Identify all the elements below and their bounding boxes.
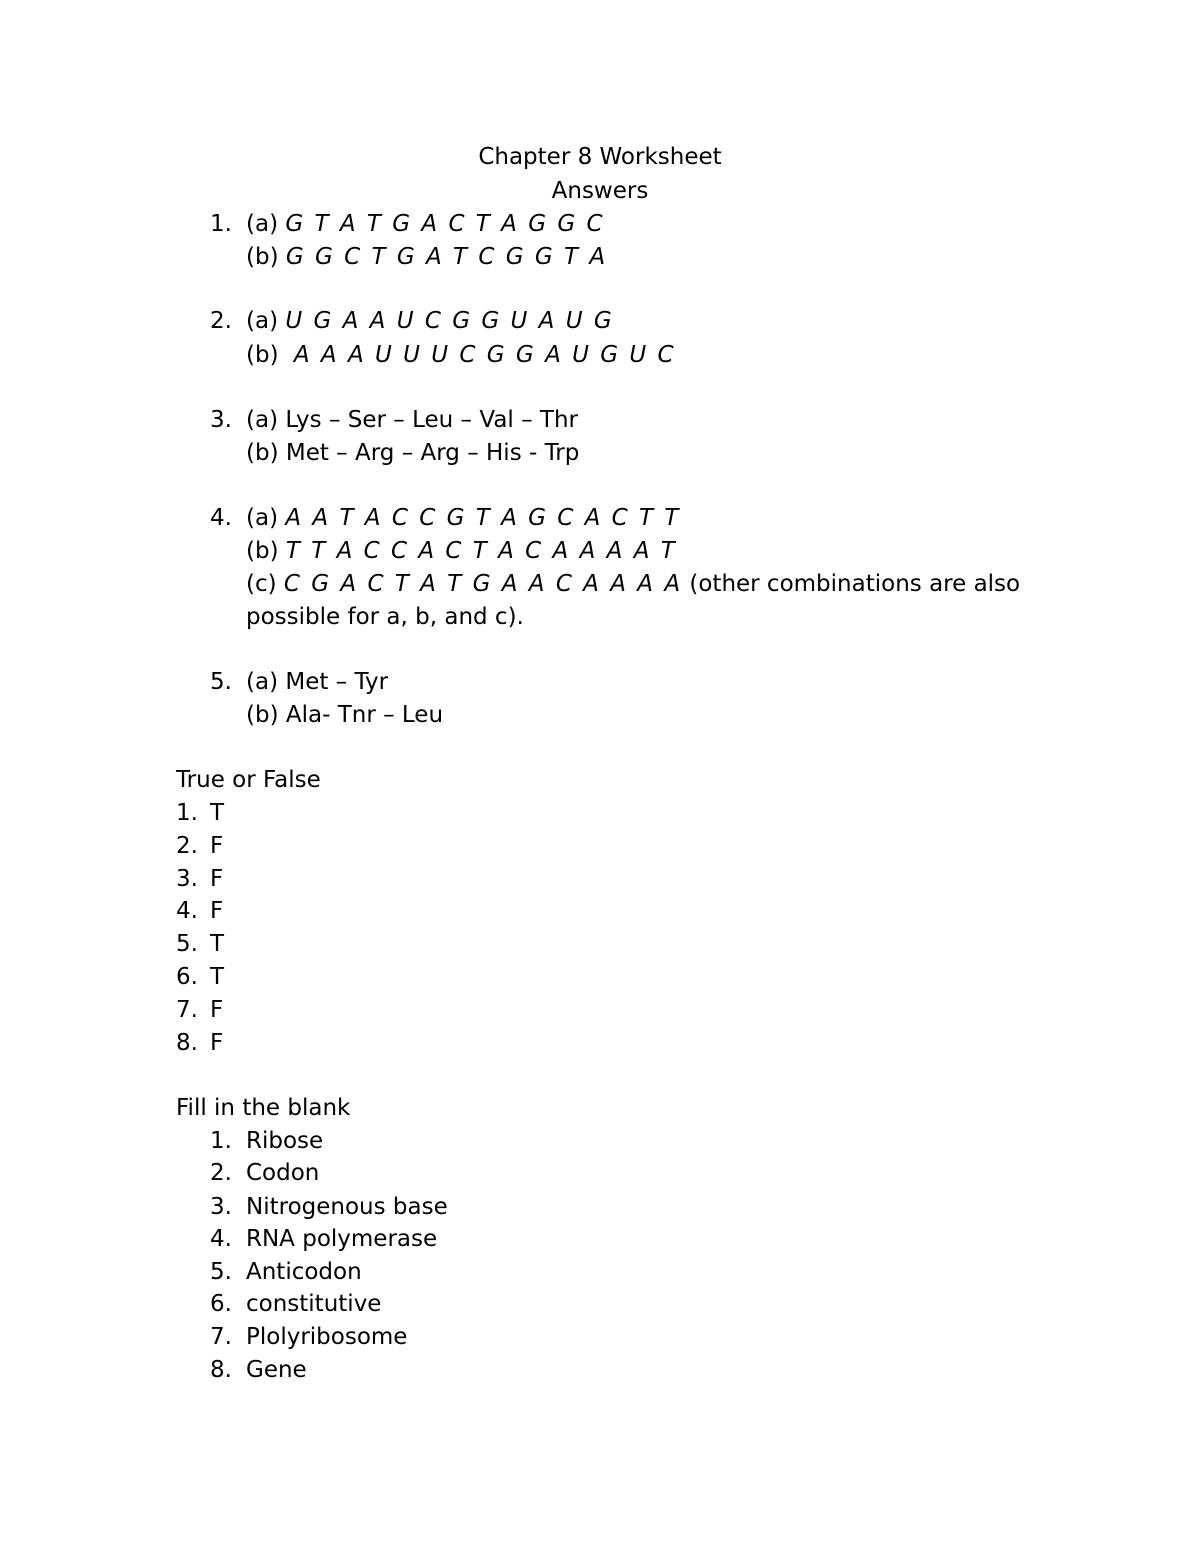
fill-item: 2. Codon: [210, 1160, 320, 1186]
page-title: Chapter 8 Worksheet: [478, 144, 722, 170]
question-4-b: (b) T T A C C A C T A C A A A A T: [246, 538, 677, 564]
fill-item: 4. RNA polymerase: [210, 1226, 438, 1252]
tf-item: 6. T: [176, 964, 225, 990]
question-4-a: 4. (a) A A T A C C G T A G C A C T T: [210, 505, 681, 531]
question-2-a: 2. (a) U G A A U C G G U A U G: [210, 308, 614, 334]
question-4-c: (c) C G A C T A T G A A C A A A A (other combinations are also: [246, 571, 1021, 597]
question-5-b: (b) Ala- Tnr – Leu: [246, 702, 444, 728]
tf-item: 2. F: [176, 833, 224, 859]
fill-item: 5. Anticodon: [210, 1259, 362, 1285]
fill-item: 3. Nitrogenous base: [210, 1194, 448, 1220]
question-2-b: (b) A A A U U U C G G A U G U C: [246, 342, 676, 368]
question-3-a: 3. (a) Lys – Ser – Leu – Val – Thr: [210, 407, 579, 433]
tf-item: 5. T: [176, 931, 225, 957]
question-3-b: (b) Met – Arg – Arg – His - Trp: [246, 440, 580, 466]
fill-item: 6. constitutive: [210, 1291, 382, 1317]
question-1-b: (b) G G C T G A T C G G T A: [246, 244, 608, 270]
true-false-heading: True or False: [176, 767, 321, 793]
fill-blank-heading: Fill in the blank: [176, 1095, 351, 1121]
fill-item: 7. Plolyribosome: [210, 1324, 408, 1350]
question-4-note: possible for a, b, and c).: [246, 604, 524, 630]
tf-item: 8. F: [176, 1030, 224, 1056]
question-5-a: 5. (a) Met – Tyr: [210, 669, 389, 695]
fill-item: 8. Gene: [210, 1357, 307, 1383]
tf-item: 3. F: [176, 866, 224, 892]
fill-item: 1. Ribose: [210, 1128, 324, 1154]
page-subtitle: Answers: [551, 178, 649, 204]
tf-item: 1. T: [176, 800, 225, 826]
question-1-a: 1. (a) G T A T G A C T A G G C: [210, 211, 605, 237]
tf-item: 7. F: [176, 997, 224, 1023]
tf-item: 4. F: [176, 898, 224, 924]
